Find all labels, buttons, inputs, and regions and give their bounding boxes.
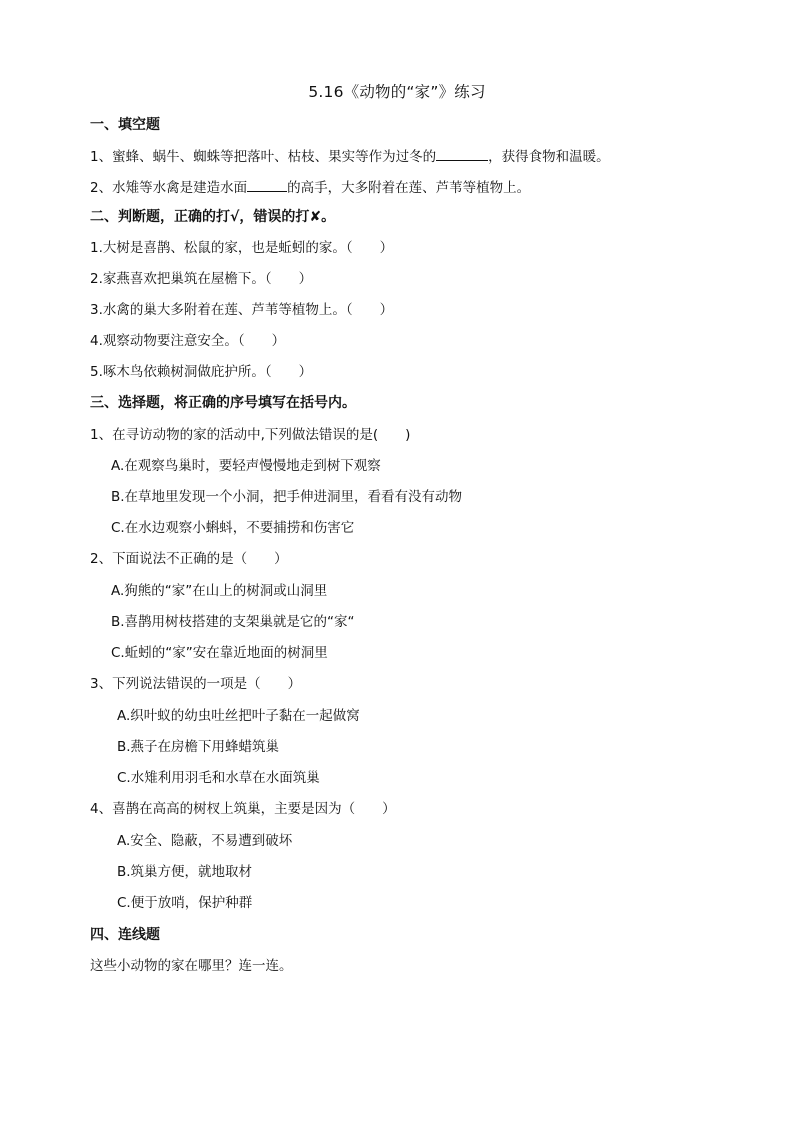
- choice-option: C.便于放哨，保护种群: [117, 895, 253, 911]
- choice-option: A.安全、隐蔽，不易遭到破坏: [117, 833, 293, 849]
- choice-question-2-stem: 2、下面说法不正确的是（ ）: [90, 551, 288, 567]
- true-false-item-5: 5.啄木鸟依赖树洞做庇护所。（ ）: [90, 364, 313, 380]
- question-text: 1、蜜蜂、蜗牛、蜘蛛等把落叶、枯枝、果实等作为过冬的: [90, 149, 437, 165]
- choice-question-3-stem: 3、下列说法错误的一项是（ ）: [90, 676, 302, 692]
- fill-blank-question-1: [90, 146, 610, 166]
- choice-option: B.喜鹊用树枝搭建的支架巢就是它的“家“: [111, 614, 355, 630]
- page-title: 5.16《动物的“家”》练习: [308, 83, 486, 101]
- choice-option: B.在草地里发现一个小洞，把手伸进洞里，看看有没有动物: [111, 489, 463, 505]
- choice-option: B.燕子在房檐下用蜂蜡筑巢: [117, 739, 280, 755]
- fill-blank-question-2: [90, 177, 530, 197]
- true-false-item-1: 1.大树是喜鹊、松鼠的家，也是蚯蚓的家。（ ）: [90, 240, 394, 256]
- true-false-item-4: 4.观察动物要注意安全。（ ）: [90, 333, 286, 349]
- choice-question-4-stem: 4、喜鹊在高高的树杈上筑巢，主要是因为（ ）: [90, 801, 396, 817]
- choice-option: C.蚯蚓的“家”安在靠近地面的树洞里: [111, 645, 328, 661]
- section-heading-multiple-choice: 三、选择题，将正确的序号填写在括号内。: [90, 395, 356, 411]
- answer-blank[interactable]: [436, 146, 488, 161]
- section-heading-true-false: 二、判断题，正确的打√，错误的打✘。: [90, 209, 336, 225]
- answer-blank[interactable]: [247, 177, 287, 192]
- true-false-item-2: 2.家燕喜欢把巢筑在屋檐下。（ ）: [90, 271, 313, 287]
- choice-option: C.水雉利用羽毛和水草在水面筑巢: [117, 770, 320, 786]
- matching-prompt: 这些小动物的家在哪里？连一连。: [90, 958, 293, 974]
- section-heading-matching: 四、连线题: [90, 927, 160, 943]
- choice-option: C.在水边观察小蝌蚪，不要捕捞和伤害它: [111, 520, 355, 536]
- choice-option: A.织叶蚁的幼虫吐丝把叶子黏在一起做窝: [117, 708, 360, 724]
- question-text: 2、水雉等水禽是建造水面: [90, 180, 248, 196]
- choice-option: A.狗熊的“家”在山上的树洞或山洞里: [111, 583, 328, 599]
- question-text: ，获得食物和温暖。: [488, 149, 610, 165]
- choice-question-1-stem: 1、在寻访动物的家的活动中,下列做法错误的是( ): [90, 427, 411, 443]
- choice-option: B.筑巢方便，就地取材: [117, 864, 253, 880]
- section-heading-fill-blank: 一、填空题: [90, 117, 160, 133]
- true-false-item-3: 3.水禽的巢大多附着在莲、芦苇等植物上。（ ）: [90, 302, 394, 318]
- choice-option: A.在观察鸟巢时，要轻声慢慢地走到树下观察: [111, 458, 381, 474]
- question-text: 的高手，大多附着在莲、芦苇等植物上。: [287, 180, 531, 196]
